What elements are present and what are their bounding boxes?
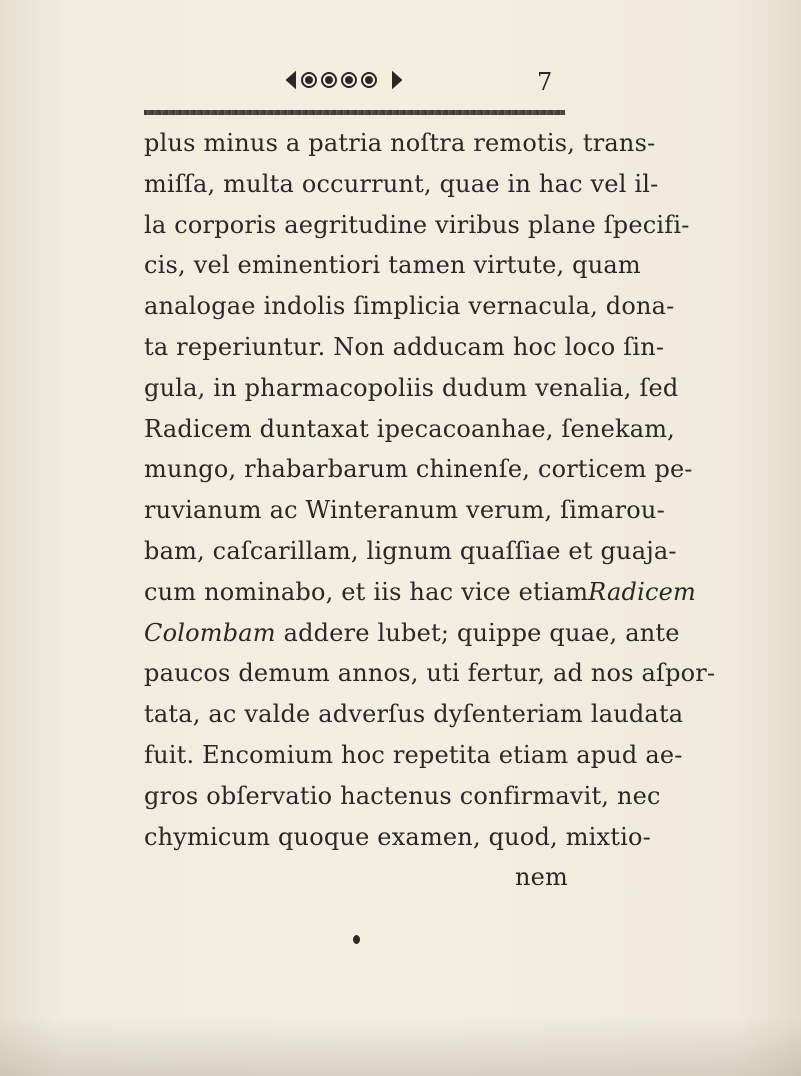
text-line: gula, in pharmacopoliis dudum venalia, ſed bbox=[144, 373, 679, 402]
text-line-with-italic bbox=[144, 613, 680, 654]
text-line: gros obſervatio hactenus confirmavit, nec bbox=[144, 781, 661, 810]
text-line: analogae indolis ſimplicia vernacula, dona- bbox=[144, 292, 675, 321]
text-line: ta reperiuntur. Non adducam hoc loco ſin- bbox=[144, 332, 665, 361]
text-line: fuit. Encomium hoc repetita etiam apud ae- bbox=[144, 740, 683, 769]
text-line: tata, ac valde adverſus dyſenteriam laudata bbox=[144, 700, 684, 729]
italic-term: Radicem bbox=[588, 577, 696, 606]
text-line: bam, caſcarillam, lignum quaſſiae et guaja- bbox=[144, 536, 677, 565]
text-segment: cum nominabo, et iis hac vice etiam bbox=[144, 577, 589, 606]
body-text bbox=[144, 123, 716, 898]
page-number: 7 bbox=[537, 68, 553, 96]
italic-term: Colombam bbox=[144, 618, 276, 647]
printer-ornament-icon bbox=[283, 69, 405, 91]
header-rule bbox=[144, 110, 565, 115]
ink-mark bbox=[353, 935, 360, 944]
text-line: mungo, rhabarbarum chinenſe, corticem pe- bbox=[144, 455, 693, 484]
text-segment: addere lubet; quippe quae, ante bbox=[275, 618, 680, 647]
text-line: ruvianum ac Winteranum verum, ſimarou- bbox=[144, 496, 665, 525]
text-line: miſſa, multa occurrunt, quae in hac vel il- bbox=[144, 169, 659, 198]
catchword: nem bbox=[514, 863, 568, 892]
text-line: paucos demum annos, uti fertur, ad nos aſpor- bbox=[144, 659, 716, 688]
paper-stain bbox=[0, 1016, 801, 1076]
text-line: plus minus a patria noſtra remotis, trans- bbox=[144, 129, 656, 157]
text-line: cis, vel eminentiori tamen virtute, quam bbox=[144, 251, 641, 280]
text-line: la corporis aegritudine viribus plane ſpecifi- bbox=[144, 210, 690, 239]
text-line: Radicem duntaxat ipecacoanhae, ſenekam, bbox=[144, 414, 676, 443]
text-line: chymicum quoque examen, quod, mixtio- bbox=[144, 822, 651, 851]
text-line-with-italic bbox=[144, 572, 696, 613]
